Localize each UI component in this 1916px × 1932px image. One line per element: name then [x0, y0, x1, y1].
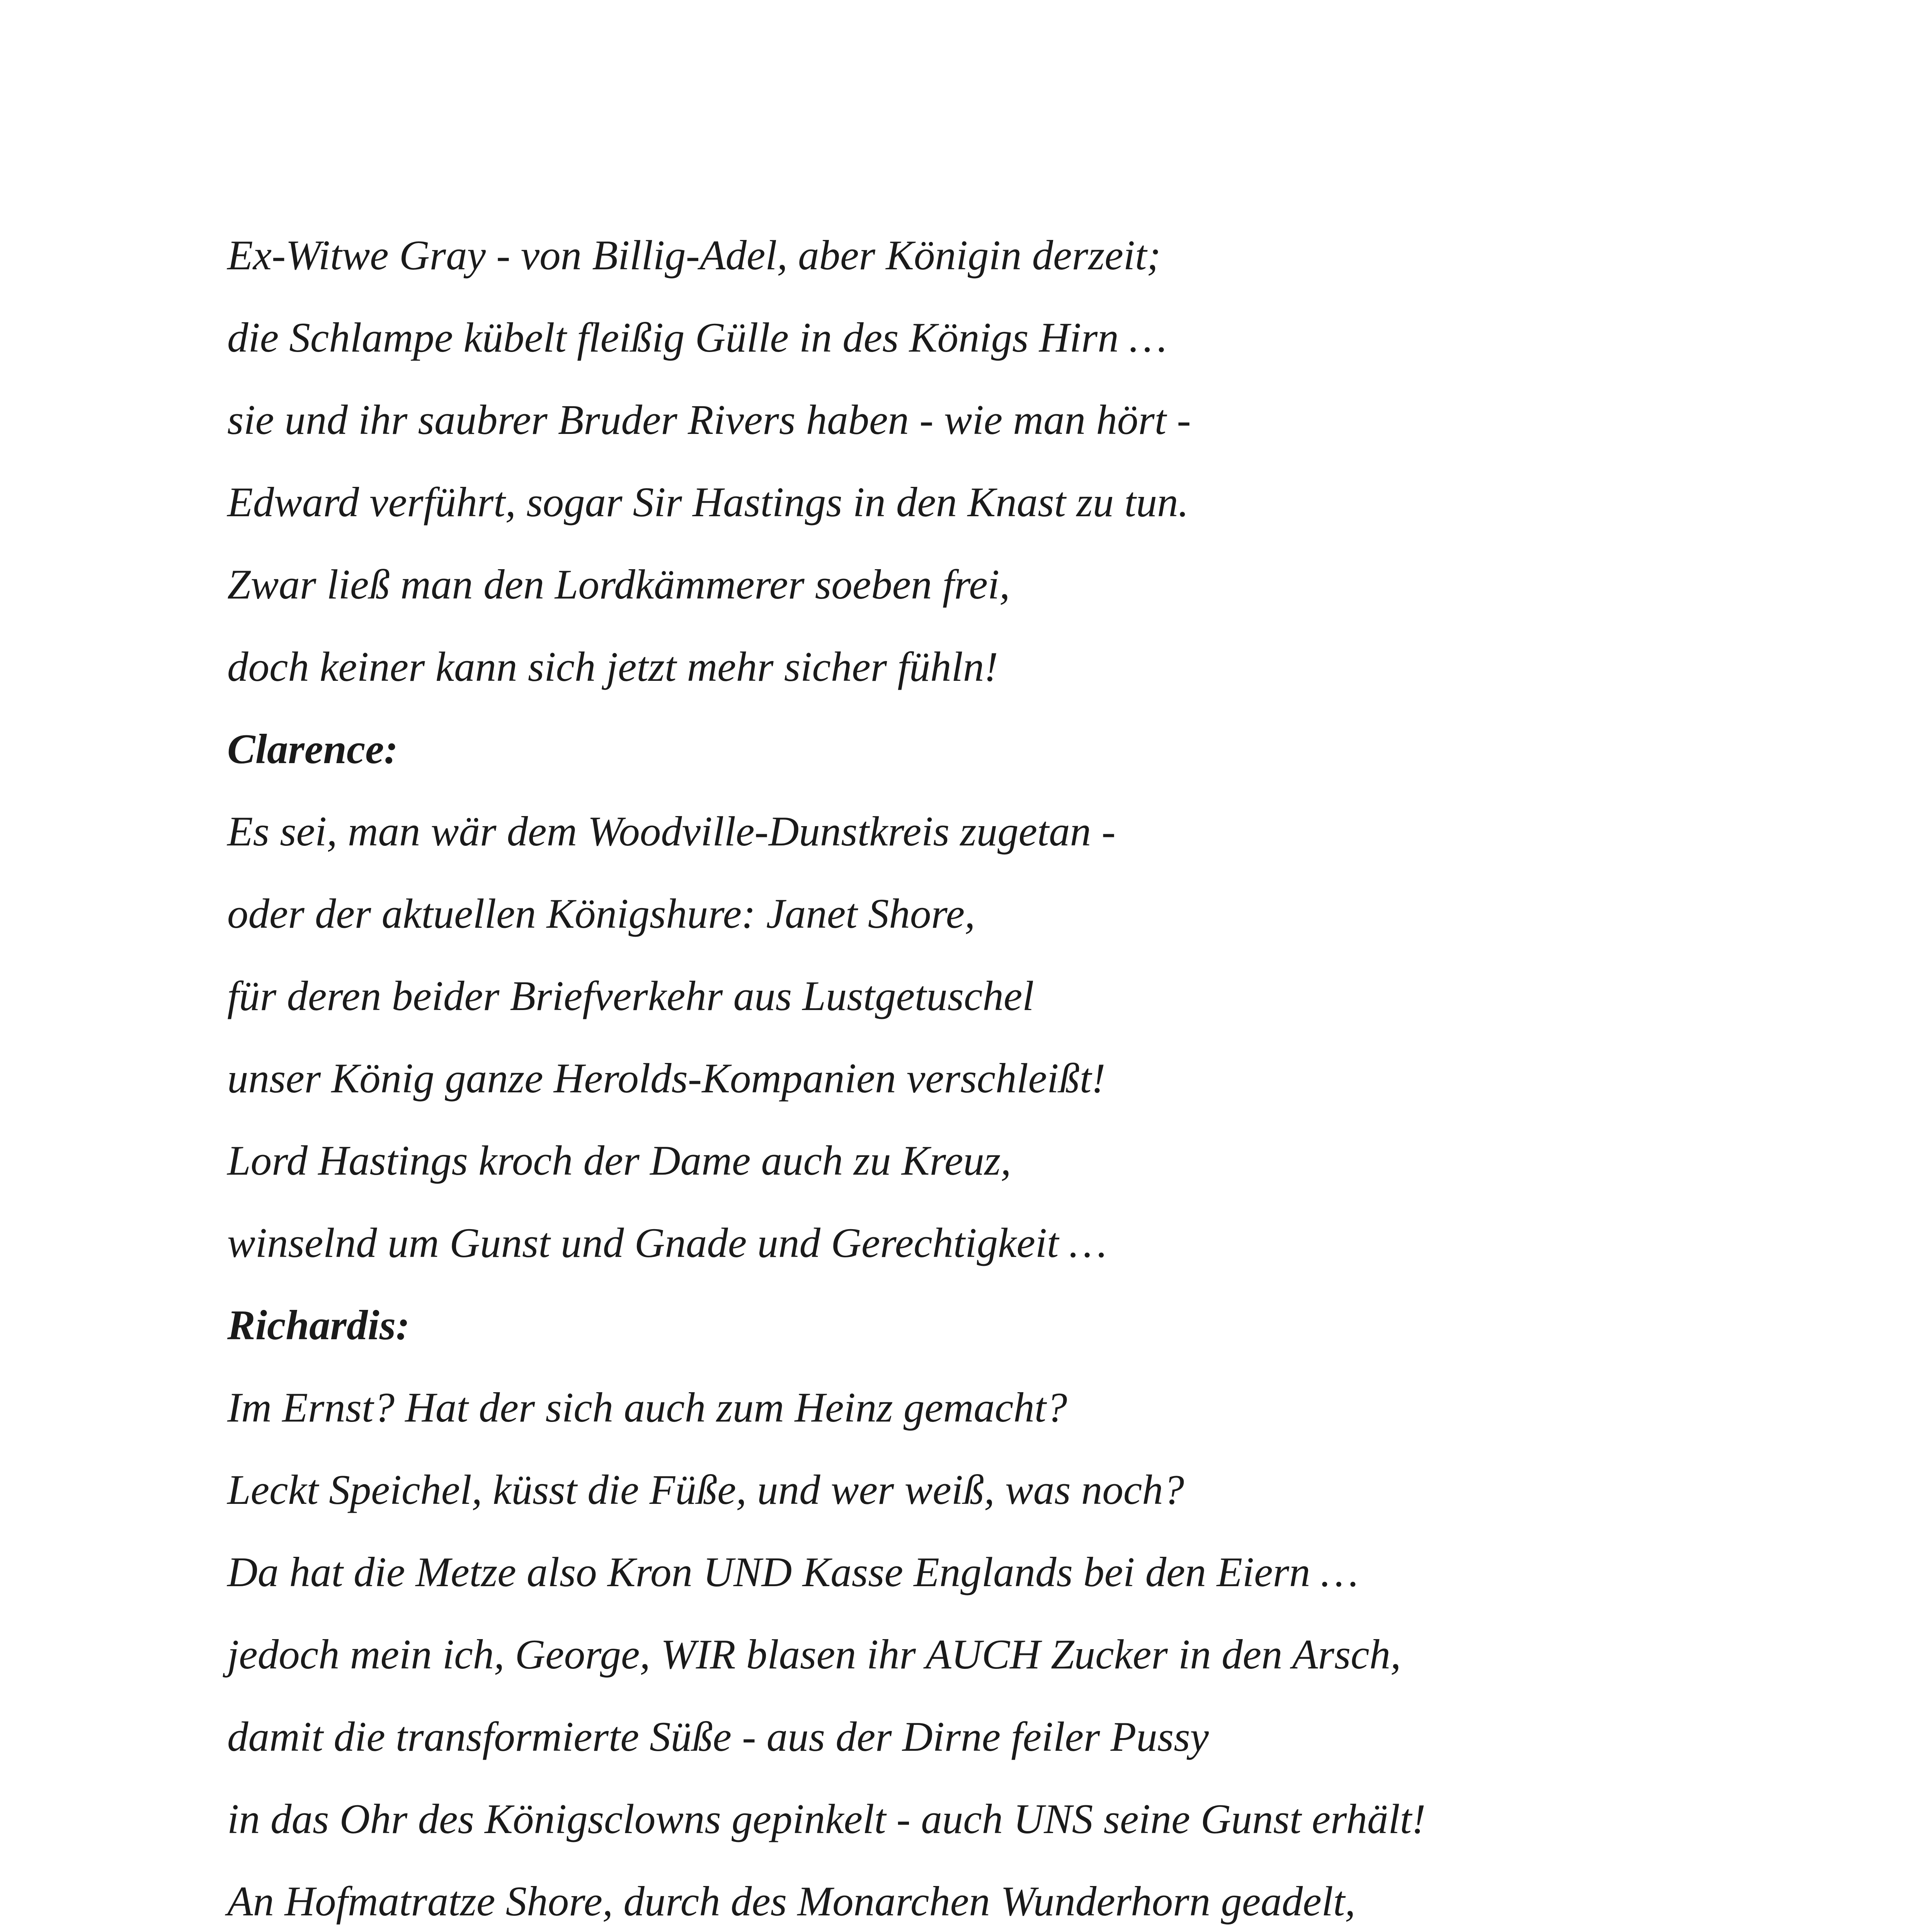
verse-line: unser König ganze Herolds-Kompanien verschleißt!: [227, 1055, 1106, 1102]
verse-line: jedoch mein ich, George, WIR blasen ihr AUCH Zucker in den Arsch,: [227, 1631, 1401, 1678]
verse-line: Im Ernst? Hat der sich auch zum Heinz gemacht?: [227, 1384, 1067, 1431]
verse-line: winselnd um Gunst und Gnade und Gerechtigkeit …: [227, 1219, 1107, 1266]
verse-line: in das Ohr des Königsclowns gepinkelt - auch UNS seine Gunst erhält!: [227, 1796, 1426, 1842]
verse-line: Lord Hastings kroch der Dame auch zu Kreuz,: [227, 1137, 1011, 1184]
verse-line: oder der aktuellen Königshure: Janet Shore,: [227, 890, 975, 937]
verse-line: damit die transformierte Süße - aus der Dirne feiler Pussy: [227, 1713, 1209, 1760]
verse-line: Leckt Speichel, küsst die Füße, und wer weiß, was noch?: [227, 1466, 1184, 1513]
speaker-name: Richardis:: [227, 1302, 410, 1349]
verse-line: Da hat die Metze also Kron UND Kasse Englands bei den Eiern …: [227, 1549, 1358, 1595]
play-text: [227, 223, 1850, 1932]
verse-line: Es sei, man wär dem Woodville-Dunstkreis zugetan -: [227, 808, 1116, 855]
verse-line: An Hofmatratze Shore, durch des Monarchen Wunderhorn geadelt,: [227, 1878, 1356, 1925]
verse-line: Zwar ließ man den Lordkämmerer soeben frei,: [227, 561, 1010, 608]
verse-line: sie und ihr saubrer Bruder Rivers haben - wie man hört -: [227, 396, 1191, 443]
verse-line: Edward verführt, sogar Sir Hastings in den Knast zu tun.: [227, 479, 1189, 526]
verse-line: die Schlampe kübelt fleißig Gülle in des Königs Hirn …: [227, 314, 1167, 361]
verse-line: doch keiner kann sich jetzt mehr sicher fühln!: [227, 643, 998, 690]
speaker-name: Clarence:: [227, 726, 398, 772]
verse-line: für deren beider Briefverkehr aus Lustgetuschel: [227, 973, 1034, 1019]
verse-line: Ex-Witwe Gray - von Billig-Adel, aber Königin derzeit;: [227, 232, 1161, 279]
